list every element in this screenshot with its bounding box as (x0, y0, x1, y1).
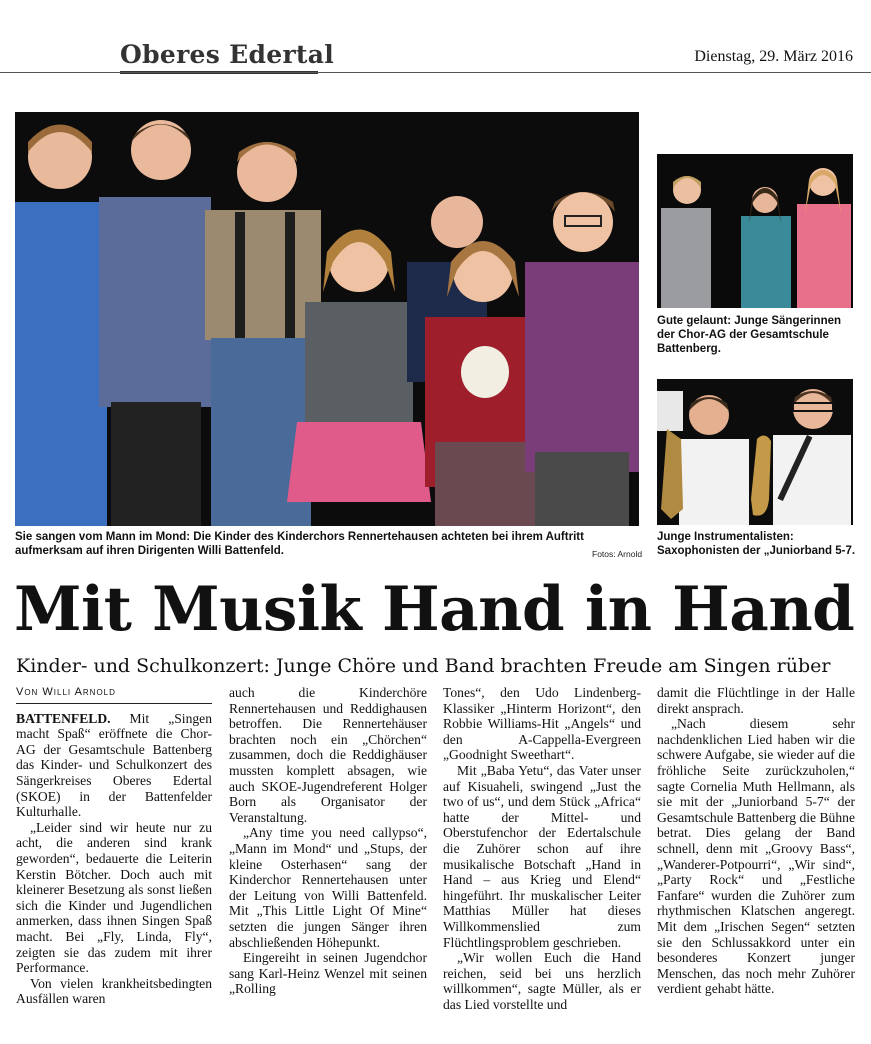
caption-text: Gute gelaunt: Junge Sängerinnen der Chor-AG der Gesamtschule Battenberg. (657, 315, 842, 355)
article-column-1 (16, 685, 212, 1007)
side-photo-singers (657, 154, 853, 308)
caption-text: Sie sangen vom Mann im Mond: Die Kinder des Kinderchors Rennertehausen achteten bei ihrem Auftritt aufmerksam auf ihren Dirigenten Willi Battenfeld. (15, 531, 584, 557)
article-subheadline: Kinder- und Schulkonzert: Junge Chöre und Band brachten Freude am Singen rüber (16, 655, 831, 677)
article-column-2 (229, 685, 427, 997)
article-column-3 (443, 685, 641, 1012)
main-photo-caption (15, 530, 639, 558)
paragraph: Mit „Baba Yetu“, das Vater unser auf Kisuaheli, swingend „Just the two of us“, und dem Stück „Africa“ hatte der Mittel- und Oberstufenchor der Edertalschule die Zuhörer schon auf ihre musikalische Botschaft „Hand in Hand – aus Krieg und Elend“ hingeführt. Ihr muskalischer Leiter Matthias Müller hat dieses Willkommenslied zum Flüchtlingsproblem geschrieben. (443, 762, 641, 950)
issue-date: Dienstag, 29. März 2016 (694, 48, 853, 65)
header-rule (0, 72, 871, 73)
paragraph: damit die Flüchtlinge in der Halle direkt ansprach. (657, 685, 855, 716)
paragraph: Von vielen krankheitsbedingten Ausfällen waren (16, 975, 212, 1007)
side-photo-singers-caption (657, 314, 857, 356)
byline: Von Willi Arnold (16, 685, 212, 704)
paragraph: Eingereiht in seinen Jugendchor sang Karl-Heinz Wenzel mit seinen „Rolling (229, 950, 427, 997)
article-column-4 (657, 685, 855, 997)
article-headline: Mit Musik Hand in Hand (14, 574, 855, 645)
side-photo-saxophonists-caption (657, 530, 867, 558)
paragraph: auch die Kinderchöre Rennertehausen und Reddighausen betroffen. Die Rennertehäuser brachten noch ein „Chörchen“ zusammen, doch die Reddighäuser mussten komplett absagen, wie auch SKOE-Jugendreferent Holger Born als Organisator der Veranstaltung. (229, 685, 427, 825)
caption-text: Junge Instrumentalisten: Saxophonisten der „Juniorband 5-7. (657, 531, 856, 557)
section-title: Oberes Edertal (120, 40, 335, 69)
paragraph (16, 711, 212, 820)
paragraph: „Wir wollen Euch die Hand reichen, seid bei uns herzlich willkommen“, sagte Müller, als er das Lied vorstellte und (443, 950, 641, 1012)
photo-credit: Fotos: Arnold (592, 549, 643, 559)
paragraph: Tones“, den Udo Lindenberg-Klassiker „Hinterm Horizont“, den Robbie Williams-Hit „Angels“ und den A-Cappella-Evergreen „Goodnight Sweethart“. (443, 685, 641, 763)
paragraph-text: Mit „Singen macht Spaß“ eröffnete die Chor-AG der Gesamtschule Battenberg das Kinder- und Schulkonzert des Sängerkreises Oberes Edertal (SKOE) in der Battenfelder Kulturhalle. (16, 710, 212, 820)
dateline: BATTENFELD. (16, 710, 111, 726)
side-photo-saxophonists (657, 379, 853, 525)
paragraph: „Leider sind wir heute nur zu acht, die anderen sind krank geworden“, bedauerte die Leiterin Kerstin Bötcher. Doch auch mit kleinerer Besetzung als sonst ließen sich die Kinder und Jugendlichen anmerken, dass ihnen Singen Spaß macht. Bei „Fly, Linda, Fly“, zeigten sie das zudem mit ihrer Performance. (16, 819, 212, 976)
paragraph: „Any time you need callypso“, „Mann im Mond“ und „Stups, der kleine Osterhasen“ sang der Kinderchor Rennertehausen unter der Leitung von Willi Battenfeld. Mit „This Little Light Of Mine“ setzten die jungen Sänger ihren abschließenden Höhepunkt. (229, 825, 427, 950)
paragraph: „Nach diesem sehr nachdenklichen Lied haben wir die schwere Aufgabe, sie wieder auf die fröhliche Seite zurückzuholen,“ sagte Cornelia Muth Hellmann, als sie mit der „Juniorband 5-7“ der Gesamtschule Battenberg die Bühne betrat. Dies gelang der Band schnell, denn mit „Groovy Bass“, „Wanderer-Potpourri“, „Wir sind“, „Party Rock“ und „Festliche Fanfare“ wurden die Zuhörer zum rhythmischen Klatschen angeregt. Mit dem „Irischen Segen“ setzten sie den Schlussakkord unter ein besonderes Konzert junger Menschen, das noch mehr Zuhörer verdient gehabt hätte. (657, 716, 855, 997)
main-photo (15, 112, 639, 526)
